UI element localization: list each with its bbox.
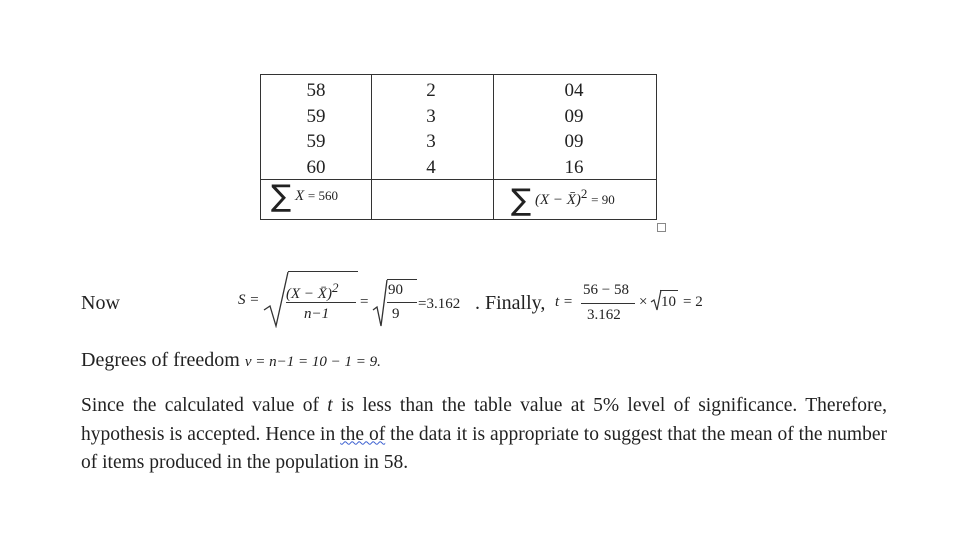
- table-cell: 60: [306, 156, 326, 178]
- table-resize-handle[interactable]: [657, 223, 666, 232]
- sum-expression: (X − X̄): [534, 191, 581, 208]
- dof-math: ν = n−1 = 10 − 1 = 9.: [244, 354, 381, 370]
- column-squared: [554, 78, 594, 180]
- table-divider: [371, 75, 372, 219]
- table-cell: 59: [306, 131, 326, 152]
- table-cell: 04: [564, 80, 584, 101]
- table-cell: 4: [426, 156, 436, 178]
- column-deviation: [411, 78, 451, 180]
- exponent: 2: [331, 280, 339, 295]
- sigma-symbol: ∑: [271, 179, 292, 214]
- t-result: = 2: [683, 294, 703, 310]
- fraction-bar: [387, 302, 417, 303]
- sum-value: = 560: [307, 187, 338, 203]
- std-dev-result: =3.162: [418, 296, 461, 312]
- conclusion-text: the data it is appropriate to suggest that the mean of the number of items produced in the population in 58.: [81, 423, 887, 473]
- numerator: [286, 280, 338, 303]
- denominator: n−1: [304, 306, 330, 322]
- sum-squared-cell: [511, 183, 615, 218]
- sqrt-value: 10: [661, 294, 676, 310]
- radical-bar: [387, 279, 417, 280]
- table-cell: 3: [426, 131, 436, 152]
- fraction-bar: [286, 302, 356, 303]
- t-label: t =: [555, 294, 574, 310]
- numerator-text: (X − X̄): [286, 286, 332, 302]
- table-cell: 3: [426, 105, 436, 127]
- now-label: Now: [81, 292, 120, 314]
- sum-x-cell: [271, 179, 338, 214]
- fraction-bar: [581, 303, 635, 304]
- radical-bar: [660, 290, 678, 291]
- conclusion-text: is less than the table value at 5% level of significance. Therefore, hypothesis is accepted. Hence in: [81, 395, 887, 445]
- column-x: [296, 78, 336, 180]
- sum-variable: X: [294, 187, 305, 204]
- sum-value: = 90: [591, 191, 615, 207]
- table-cell: 09: [564, 105, 584, 127]
- t-variable: t: [327, 395, 333, 416]
- t-numerator: 56 − 58: [583, 282, 629, 298]
- denominator: 9: [392, 306, 400, 322]
- dof-label: Degrees of freedom: [81, 349, 240, 371]
- radical-icon: [372, 278, 388, 328]
- exponent: 2: [580, 185, 588, 201]
- equals-sign: =: [360, 294, 369, 310]
- table-divider: [493, 75, 494, 219]
- conclusion-paragraph: [81, 392, 887, 478]
- sigma-symbol: ∑: [511, 183, 532, 218]
- numerator: 90: [388, 282, 403, 298]
- data-table: [260, 74, 657, 220]
- table-cell: 58: [306, 80, 326, 101]
- table-cell: 59: [306, 105, 326, 127]
- table-cell: 16: [564, 156, 584, 178]
- table-cell: 09: [564, 131, 584, 152]
- times-sign: ×: [639, 294, 648, 310]
- finally-label: . Finally,: [475, 292, 546, 314]
- spellcheck-underline-text[interactable]: the of: [340, 423, 386, 445]
- radical-bar: [288, 271, 358, 272]
- conclusion-text: Since the calculated value of: [81, 395, 328, 416]
- table-cell: 2: [426, 80, 436, 101]
- t-denominator: 3.162: [587, 307, 621, 323]
- s-label: S =: [238, 292, 260, 308]
- degrees-of-freedom-line: [81, 349, 381, 372]
